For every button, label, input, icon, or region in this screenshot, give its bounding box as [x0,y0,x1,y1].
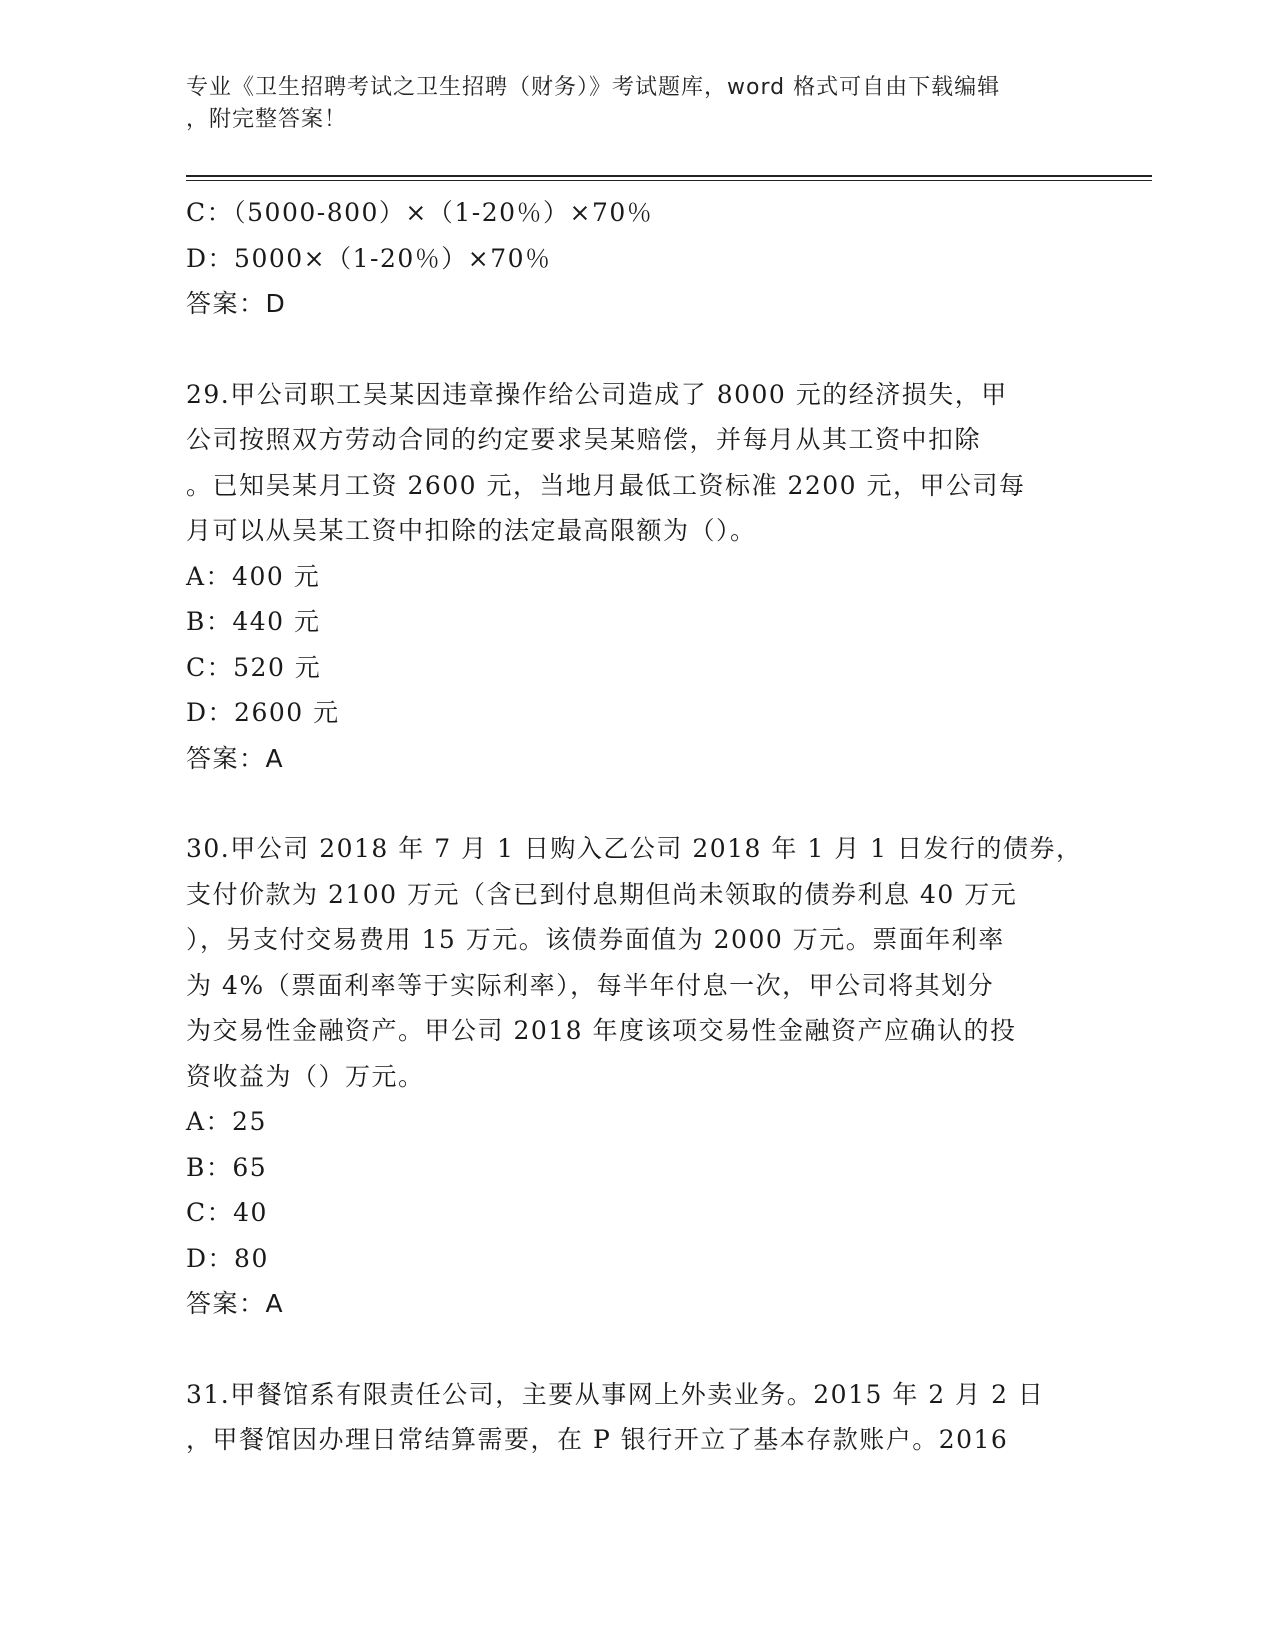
option-d: D：5000×（1-20％）×70％ [186,243,552,273]
option-d: D：2600 元 [186,698,340,727]
answer-line: 答案：D [186,289,287,318]
question-30 [186,826,1086,1327]
question-28-tail [186,190,1086,327]
header-divider-thin [186,180,1152,181]
option-d: D：80 [186,1243,269,1273]
question-text-line: 公司按照双方劳动合同的约定要求吴某赔偿，并每月从其工资中扣除 [186,425,982,454]
option-b: B：65 [186,1152,268,1182]
header-line-2: ，附完整答案！ [186,107,348,132]
document-body [186,190,1086,1463]
question-text-line: 为 4%（票面利率等于实际利率），每半年付息一次，甲公司将其划分 [186,970,995,1000]
question-text-line: 为交易性金融资产。甲公司 2018 年度该项交易性金融资产应确认的投 [186,1016,1017,1045]
option-b: B：440 元 [186,607,321,636]
answer-line: 答案：A [186,743,285,773]
question-text-line: 支付价款为 2100 万元（含已到付息期但尚未领取的债券利息 40 万元 [186,879,1018,909]
header-line-1: 专业《卫生招聘考试之卫生招聘（财务）》考试题库，word 格式可自由下载编辑 [186,75,1001,100]
spacer [186,781,1086,826]
question-text-line: 30.甲公司 2018 年 7 月 1 日购入乙公司 2018 年 1 月 1 日发行的债券， [186,834,1083,863]
question-text-line: 。已知吴某月工资 2600 元，当地月最低工资标准 2200 元，甲公司每 [186,470,1026,500]
spacer [186,1327,1086,1372]
question-text-line: 29.甲公司职工吴某因违章操作给公司造成了 8000 元的经济损失，甲 [186,379,1008,409]
spacer [186,327,1086,372]
question-text-line: ，甲餐馆因办理日常结算需要，在 P 银行开立了基本存款账户。2016 [186,1425,1009,1454]
question-text-line: 月可以从吴某工资中扣除的法定最高限额为（）。 [186,516,757,545]
option-c: C：40 [186,1198,268,1227]
question-29 [186,372,1086,782]
question-text-line: 资收益为（）万元。 [186,1061,425,1091]
question-31 [186,1372,1086,1463]
question-text-line: 31.甲餐馆系有限责任公司，主要从事网上外卖业务。2015 年 2 月 2 日 [186,1379,1045,1409]
document-header [186,72,1086,136]
header-divider-thick [186,175,1152,177]
option-c: C：520 元 [186,652,322,682]
answer-line: 答案：A [186,1289,285,1318]
option-a: A：25 [186,1107,267,1136]
option-a: A：400 元 [186,561,321,591]
question-text-line: ），另支付交易费用 15 万元。该债券面值为 2000 万元。票面年利率 [186,925,1005,954]
option-c: C：（5000-800）×（1-20％）×70％ [186,198,654,227]
